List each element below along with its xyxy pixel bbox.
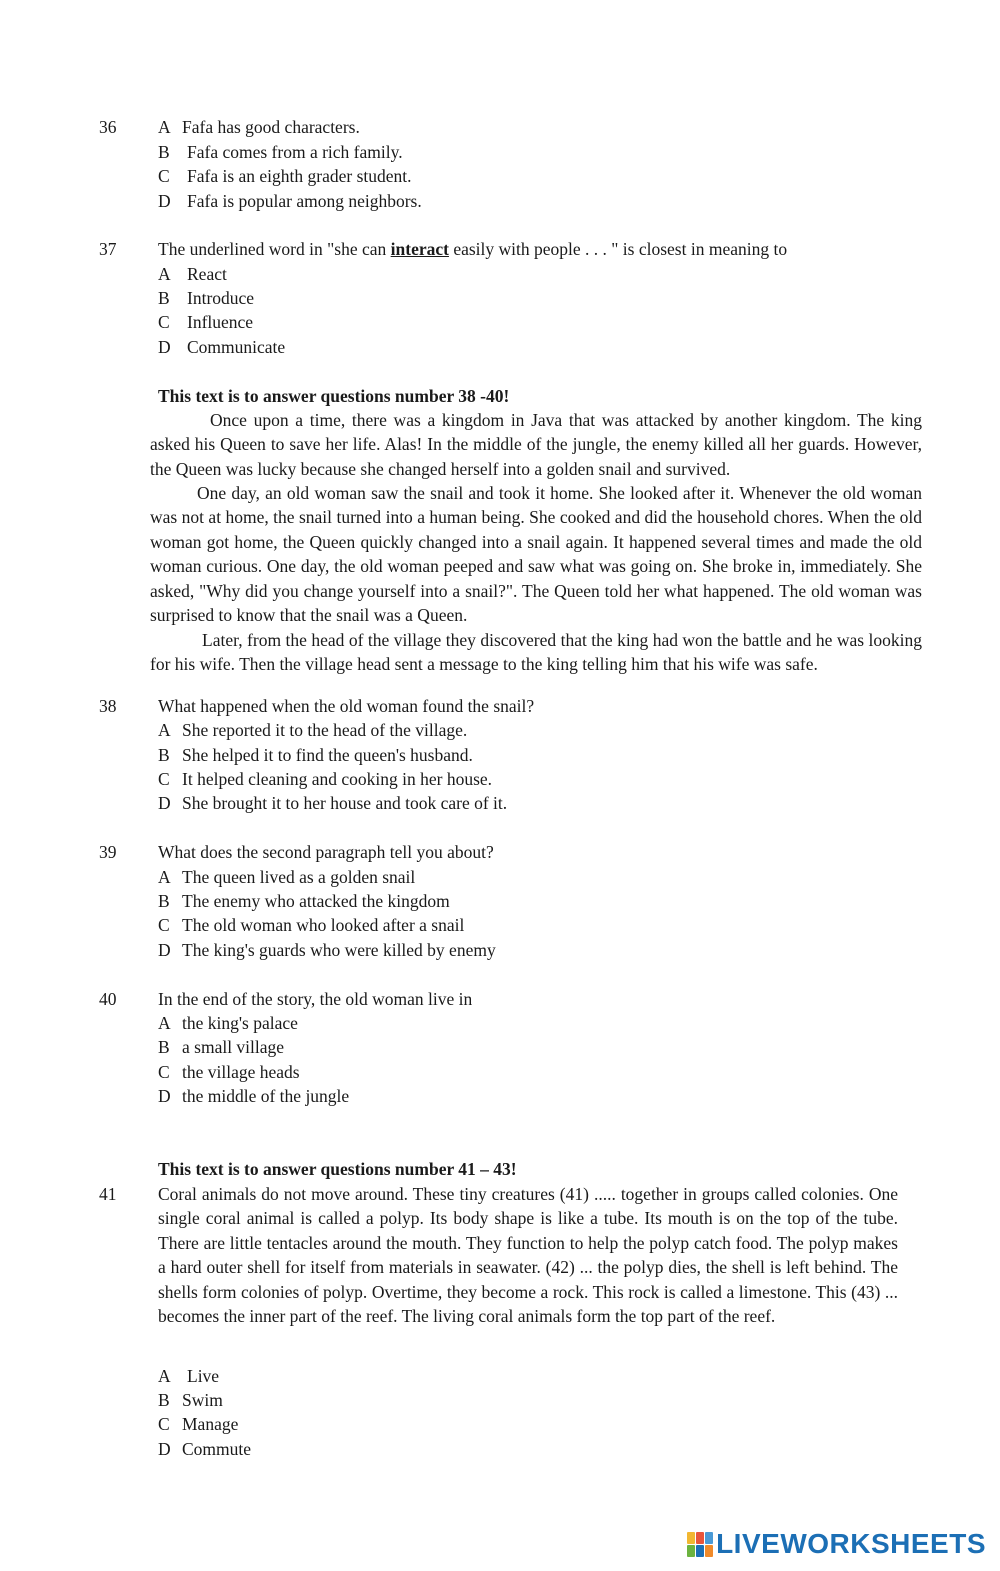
question-number: 41: [99, 1184, 117, 1204]
option-d[interactable]: D the middle of the jungle: [158, 1086, 350, 1106]
option-b[interactable]: B The enemy who attacked the kingdom: [158, 891, 450, 911]
underlined-word: interact: [390, 239, 449, 259]
question-text: What does the second paragraph tell you about?: [158, 842, 494, 862]
option-a[interactable]: A the king's palace: [158, 1013, 298, 1033]
question-number: 39: [99, 842, 117, 862]
option-a[interactable]: A The queen lived as a golden snail: [158, 867, 416, 887]
option-d[interactable]: D Communicate: [158, 337, 286, 357]
passage-paragraph: Once upon a time, there was a kingdom in Java that was attacked by another kingdom. The king asked his Queen to save her life. Alas! In the middle of the jungle, the enemy killed all her guards. However, the Queen was lucky because she changed herself into a golden snail and survived.: [150, 410, 922, 479]
passage-heading: This text is to answer questions number 41 – 43!: [158, 1159, 517, 1179]
passage-paragraph: Coral animals do not move around. These tiny creatures (41) ..... together in groups called colonies. One single coral animal is called a polyp. Its body shape is like a tube. Its mouth is on the top of the tube. There are little tentacles around the mouth. They function to help the polyp catch food. The polyp makes a hard outer shell for itself from materials in seawater. (42) ... the polyp dies, the shell is left behind. The shells form colonies of polyp. Overtime, they become a rock. This rock is called a limestone. This (43) ... becomes the inner part of the reef. The living coral animals form the top part of the reef.: [158, 1184, 898, 1327]
option-c[interactable]: C Fafa is an eighth grader student.: [158, 166, 412, 186]
option-d[interactable]: D Fafa is popular among neighbors.: [158, 191, 422, 211]
question-number: 36: [99, 117, 117, 137]
option-d[interactable]: D Commute: [158, 1439, 252, 1459]
option-b[interactable]: B a small village: [158, 1037, 285, 1057]
passage-paragraph: One day, an old woman saw the snail and took it home. She looked after it. Whenever the old woman was not at home, the snail turned into a human being. She cooked and did the household chores. When the old woman got home, the Queen quickly changed into a snail again. It happened several times and made the old woman curious. One day, the old woman peeped and saw what was going on. She broke in, immediately. She asked, "Why did you change yourself into a snail?". The Queen told her what happened. The old woman was surprised to know that the snail was a Queen.: [150, 483, 922, 626]
logo-mark-icon: [687, 1532, 713, 1557]
option-b[interactable]: B Fafa comes from a rich family.: [158, 142, 403, 162]
passage-paragraph: Later, from the head of the village they discovered that the king had won the battle and he was looking for his wife. Then the village head sent a message to the king telling him that his wife was safe.: [150, 630, 922, 675]
passage-heading: This text is to answer questions number 38 -40!: [158, 386, 510, 406]
option-c[interactable]: C It helped cleaning and cooking in her house.: [158, 769, 493, 789]
option-c[interactable]: C Manage: [158, 1414, 239, 1434]
question-text: The underlined word in "she can interact easily with people . . . " is closest in meaning to: [158, 239, 788, 259]
question-number: 37: [99, 239, 117, 259]
option-b[interactable]: B Swim: [158, 1390, 223, 1410]
option-b[interactable]: B She helped it to find the queen's husband.: [158, 745, 473, 765]
liveworksheets-logo: [687, 1526, 986, 1562]
logo-text: LIVEWORKSHEETS: [716, 1528, 986, 1559]
question-number: 40: [99, 989, 117, 1009]
option-b[interactable]: B Introduce: [158, 288, 255, 308]
option-c[interactable]: C The old woman who looked after a snail: [158, 915, 465, 935]
option-a[interactable]: A She reported it to the head of the village.: [158, 720, 468, 740]
option-a[interactable]: A Live: [158, 1366, 220, 1386]
option-a[interactable]: A React: [158, 264, 227, 284]
question-number: 38: [99, 696, 117, 716]
option-a[interactable]: A Fafa has good characters.: [158, 117, 360, 137]
option-c[interactable]: C Influence: [158, 312, 254, 332]
question-text: In the end of the story, the old woman live in: [158, 989, 473, 1009]
option-d[interactable]: D The king's guards who were killed by enemy: [158, 940, 496, 960]
option-c[interactable]: C the village heads: [158, 1062, 300, 1082]
option-d[interactable]: D She brought it to her house and took care of it.: [158, 793, 508, 813]
question-text: What happened when the old woman found the snail?: [158, 696, 535, 716]
